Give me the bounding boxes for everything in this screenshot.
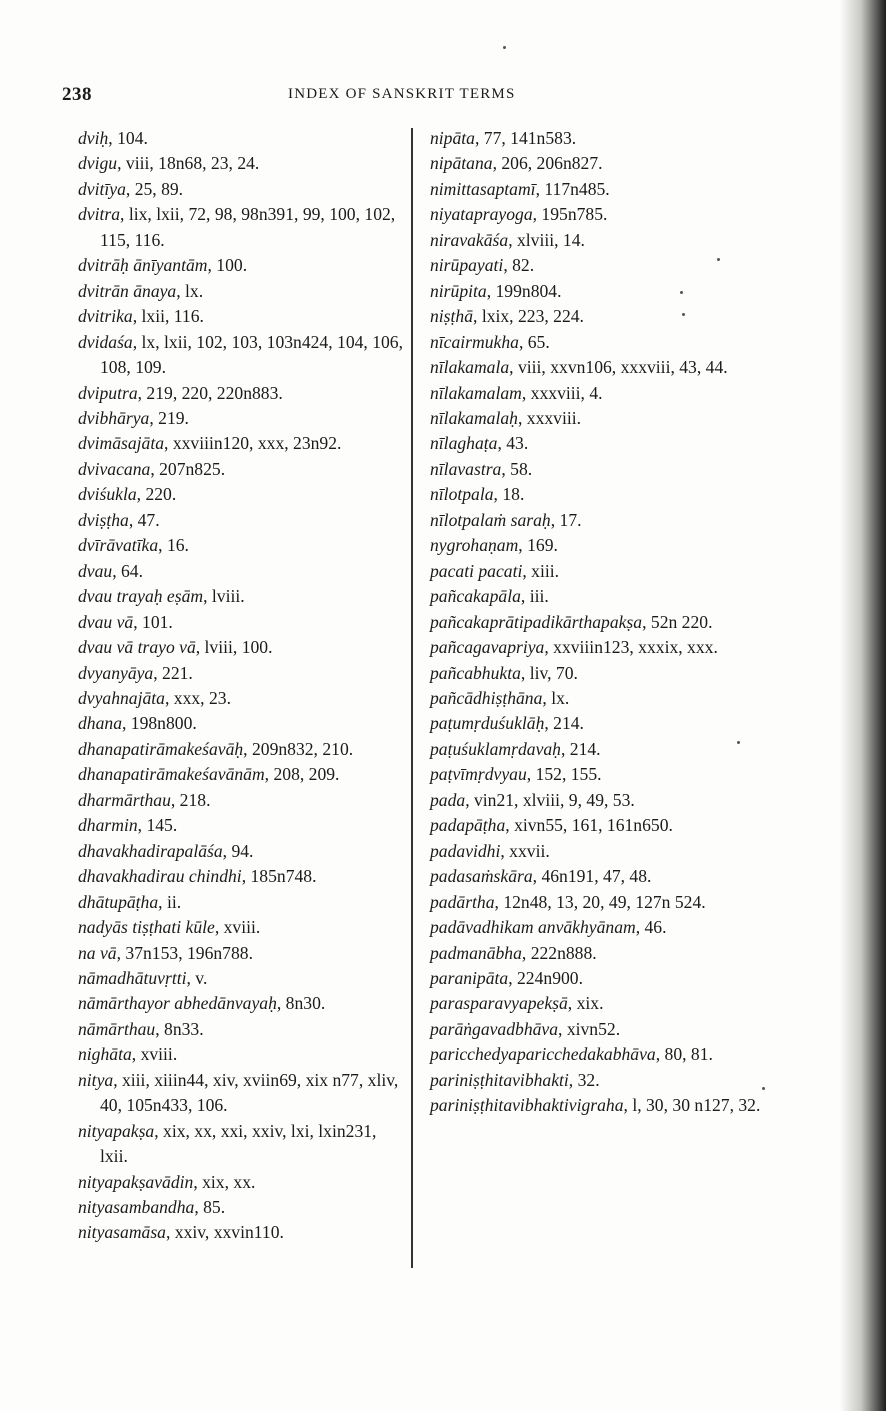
index-references: , lx. <box>176 280 204 301</box>
index-entry <box>78 381 408 406</box>
index-references: , 169. <box>518 535 558 556</box>
index-references: , 16. <box>158 535 189 556</box>
index-entry <box>430 686 770 711</box>
scan-speck <box>503 46 506 49</box>
scan-speck <box>762 1087 765 1090</box>
index-term: na vā <box>78 942 117 963</box>
index-term: dhanapatirāmakeśavānām <box>78 764 265 785</box>
index-references: , 58. <box>501 458 533 479</box>
index-term: nīlakamala <box>430 357 510 378</box>
index-entry <box>78 788 408 813</box>
index-entry <box>78 1119 408 1170</box>
index-term: paranipāta <box>430 967 509 988</box>
index-entry <box>430 126 770 151</box>
index-references: , lx. <box>542 687 570 708</box>
index-term: dvau vā <box>78 611 134 632</box>
index-references: , lviii. <box>203 586 245 607</box>
index-entry <box>430 737 770 762</box>
index-term: dvyanyāya <box>78 662 154 683</box>
index-references: , viii, 18n68, 23, 24. <box>117 153 260 174</box>
index-term: dvitrāḥ ānīyantām <box>78 255 208 276</box>
index-references: , lxix, 223, 224. <box>473 306 584 327</box>
index-entry <box>430 915 770 940</box>
index-references: , 208, 209. <box>264 764 340 785</box>
index-entry <box>430 279 770 304</box>
index-entry <box>430 457 770 482</box>
index-references: , 209n832, 210. <box>243 738 354 759</box>
index-entry <box>78 533 408 558</box>
index-references: , 198n800. <box>121 713 197 734</box>
index-references: , 104. <box>108 128 148 148</box>
index-term: pacati pacati <box>430 560 523 581</box>
index-references: , xix. <box>567 993 604 1014</box>
index-entry <box>78 813 408 838</box>
index-entry <box>430 381 770 406</box>
index-references: , lviii, 100. <box>195 637 273 658</box>
index-term: dvitra <box>78 204 121 225</box>
index-term: dvau <box>78 560 113 581</box>
index-references: , 152, 155. <box>526 764 602 785</box>
index-entry <box>430 355 770 380</box>
index-entry <box>78 330 408 381</box>
index-term: pañcādhiṣṭhāna <box>430 687 543 708</box>
index-term: nāmārthau <box>78 1018 156 1039</box>
index-entry <box>78 1170 408 1195</box>
index-references: , 65. <box>518 331 550 352</box>
index-references: , 64. <box>112 560 143 581</box>
index-references: , 46. <box>635 917 667 938</box>
index-references: , 77, 141n583. <box>474 128 577 148</box>
index-term: nīlakamalaḥ <box>430 407 518 428</box>
index-entry <box>430 762 770 787</box>
index-term: nipātana <box>430 153 493 174</box>
index-term: dhavakhadirapalāśa <box>78 840 223 861</box>
index-entry <box>78 431 408 456</box>
index-entry <box>78 126 408 151</box>
index-entry <box>78 635 408 660</box>
index-references: , 80, 81. <box>655 1044 713 1065</box>
index-references: , 32. <box>568 1069 600 1090</box>
index-references: , 214. <box>560 738 601 759</box>
index-term: nīlavastra <box>430 458 502 479</box>
index-entry <box>430 941 770 966</box>
index-references: , xxxviii, 4. <box>521 382 603 403</box>
index-entry <box>78 406 408 431</box>
index-references: , 117n485. <box>535 178 610 199</box>
index-entry <box>430 635 770 660</box>
index-references: , v. <box>186 967 208 988</box>
index-term: niravakāśa <box>430 229 509 250</box>
index-term: pariniṣṭhitavibhaktivigraha <box>430 1095 624 1116</box>
index-entry <box>430 839 770 864</box>
index-term: dviṣṭha <box>78 509 129 530</box>
index-term: padmanābha <box>430 942 522 963</box>
index-term: nygrohaṇam <box>430 535 519 556</box>
index-entry <box>78 584 408 609</box>
index-entry <box>430 1017 770 1042</box>
index-entry <box>430 610 770 635</box>
index-entry <box>78 839 408 864</box>
index-references: , xivn55, 161, 161n650. <box>505 815 673 836</box>
index-entry <box>430 508 770 533</box>
index-term: dviputra <box>78 382 138 403</box>
index-term: pañcabhukta <box>430 662 521 683</box>
index-term: pañcakapāla <box>430 586 521 607</box>
index-references: , 218. <box>170 789 211 810</box>
index-references: , 85. <box>194 1197 226 1218</box>
scan-speck <box>737 741 740 744</box>
index-term: dhātupāṭha <box>78 891 159 912</box>
index-references: , 37n153, 196n788. <box>116 942 253 963</box>
index-term: nīlotpalaṁ saraḥ <box>430 509 551 530</box>
index-term: pariniṣṭhitavibhakti <box>430 1069 569 1090</box>
index-term: nityapakṣa <box>78 1120 155 1141</box>
index-entry <box>430 1093 770 1118</box>
index-entry <box>78 253 408 278</box>
index-references: , 82. <box>503 255 535 276</box>
index-entry <box>78 686 408 711</box>
index-term: nīcairmukha <box>430 331 519 352</box>
index-entry <box>430 991 770 1016</box>
index-entry <box>430 253 770 278</box>
index-entry <box>430 228 770 253</box>
index-term: padavidhi <box>430 840 501 861</box>
index-term: dvibhārya <box>78 407 150 428</box>
index-term: nityapakṣavādin <box>78 1171 194 1192</box>
index-term: nadyās tiṣṭhati kūle <box>78 917 215 938</box>
index-references: , vin21, xlviii, 9, 49, 53. <box>465 789 635 810</box>
index-references: , xxviiin120, xxx, 23n92. <box>164 433 342 454</box>
index-references: , 207n825. <box>150 458 226 479</box>
index-references: , 224n900. <box>508 967 583 988</box>
index-references: , 206, 206n827. <box>492 153 603 174</box>
scan-speck <box>717 258 720 261</box>
index-references: , 220. <box>136 484 177 505</box>
index-term: dviḥ <box>78 128 109 148</box>
index-references: , xxiv, xxvin110. <box>165 1222 284 1243</box>
index-entry <box>430 584 770 609</box>
index-references: , l, 30, 30 n127, 32. <box>623 1095 761 1116</box>
index-entry <box>78 991 408 1016</box>
index-entry <box>430 151 770 176</box>
index-references: , xxxviii. <box>517 407 582 428</box>
index-references: , 185n748. <box>241 866 317 887</box>
index-references: , 94. <box>222 840 254 861</box>
index-entry <box>78 202 408 253</box>
index-references: , 43. <box>497 433 529 454</box>
index-references: , liv, 70. <box>520 662 578 683</box>
index-term: dvivacana <box>78 458 151 479</box>
index-column-left <box>78 126 408 1246</box>
index-references: , xix, xx. <box>193 1171 256 1192</box>
index-term: parāṅgavadbhāva <box>430 1018 559 1039</box>
column-divider <box>411 128 413 1268</box>
index-term: dvau trayaḥ eṣām <box>78 586 204 607</box>
index-references: , 18. <box>493 484 525 505</box>
index-term: dvidaśa <box>78 331 133 352</box>
index-references: , xxviiin123, xxxix, xxx. <box>544 637 718 658</box>
index-term: nityasamāsa <box>78 1222 166 1243</box>
index-entry <box>430 864 770 889</box>
index-term: dvau vā trayo vā <box>78 637 196 658</box>
index-references: , viii, xxvn106, xxxviii, 43, 44. <box>509 357 728 378</box>
index-entry <box>430 1042 770 1067</box>
index-references: , xxx, 23. <box>164 687 231 708</box>
index-term: dvīrāvatīka <box>78 535 159 556</box>
scan-speck <box>682 313 685 316</box>
index-entry <box>78 1220 408 1245</box>
index-references: , xivn52. <box>558 1018 621 1039</box>
index-term: dvitrika <box>78 306 133 327</box>
index-entry <box>78 915 408 940</box>
index-term: nīlaghaṭa <box>430 433 498 454</box>
index-references: , 145. <box>137 815 178 836</box>
index-entry <box>78 508 408 533</box>
index-term: nityasambandha <box>78 1197 195 1218</box>
index-entry <box>430 966 770 991</box>
index-term: pada <box>430 789 466 810</box>
index-entry <box>78 864 408 889</box>
index-references: , 221. <box>153 662 193 683</box>
index-references: , 219. <box>149 407 189 428</box>
index-entry <box>78 610 408 635</box>
index-entry <box>78 661 408 686</box>
index-references: , 25, 89. <box>125 178 184 199</box>
index-term: dviśukla <box>78 484 137 505</box>
index-term: nīlakamalam <box>430 382 522 403</box>
index-references: , 199n804. <box>486 280 562 301</box>
index-term: dhavakhadirau chindhi <box>78 866 242 887</box>
scan-speck <box>680 291 683 294</box>
index-references: , lx, lxii, 102, 103, 103n424, 104, 106, 108, 109. <box>100 331 403 378</box>
index-term: nāmārthayor abhedānvayaḥ <box>78 993 277 1014</box>
index-references: , 101. <box>133 611 173 632</box>
index-term: padapāṭha <box>430 815 506 836</box>
index-term: paṭvīmṛdvyau <box>430 764 527 785</box>
index-entry <box>430 330 770 355</box>
index-entry <box>78 177 408 202</box>
index-column-right <box>430 126 770 1119</box>
index-term: niyataprayoga <box>430 204 533 225</box>
index-references: , 219, 220, 220n883. <box>137 382 283 403</box>
index-entry <box>78 762 408 787</box>
index-entry <box>78 304 408 329</box>
index-entry <box>78 482 408 507</box>
running-head: INDEX OF SANSKRIT TERMS <box>288 86 516 102</box>
index-references: , 12n48, 13, 20, 49, 127n 524. <box>494 891 706 912</box>
index-references: , xix, xx, xxi, xxiv, lxi, lxin231, lxii. <box>100 1120 377 1167</box>
index-term: nimittasaptamī <box>430 178 536 199</box>
index-term: dvyahnajāta <box>78 687 165 708</box>
index-term: nipāta <box>430 128 475 148</box>
index-entry <box>78 1195 408 1220</box>
index-references: , 100. <box>207 255 248 276</box>
index-entry <box>78 966 408 991</box>
index-entry <box>78 1017 408 1042</box>
index-references: , xiii. <box>522 560 560 581</box>
index-term: paṭumṛduśuklāḥ <box>430 713 545 734</box>
index-references: , xiii, xiiin44, xiv, xviin69, xix n77, xliv, 40, 105n433, 106. <box>100 1069 399 1116</box>
index-entry <box>430 406 770 431</box>
index-term: nirūpita <box>430 280 487 301</box>
index-references: , 214. <box>544 713 584 734</box>
index-term: padārtha <box>430 891 495 912</box>
index-term: nirūpayati <box>430 255 504 276</box>
index-entry <box>78 941 408 966</box>
index-entry <box>430 813 770 838</box>
index-references: , 47. <box>128 509 160 530</box>
index-entry <box>430 202 770 227</box>
index-entry <box>78 151 408 176</box>
index-references: , xviii. <box>131 1044 178 1065</box>
index-term: niṣṭhā <box>430 306 474 327</box>
index-references: , iii. <box>520 586 549 607</box>
index-term: padāvadhikam anvākhyānam <box>430 917 636 938</box>
index-entry <box>430 533 770 558</box>
index-references: , xlviii, 14. <box>508 229 585 250</box>
index-entry <box>78 457 408 482</box>
index-term: pañcagavapriya <box>430 637 545 658</box>
index-references: , 8n33. <box>155 1018 204 1039</box>
index-term: dhana <box>78 713 122 734</box>
index-references: , 222n888. <box>521 942 597 963</box>
index-entry <box>430 1068 770 1093</box>
index-entry <box>78 1042 408 1067</box>
index-references: , xxvii. <box>500 840 550 861</box>
index-references: , 195n785. <box>532 204 608 225</box>
index-term: paricchedyaparicchedakabhāva <box>430 1044 656 1065</box>
index-entry <box>430 890 770 915</box>
index-entry <box>430 431 770 456</box>
index-references: , lxii, 116. <box>132 306 204 327</box>
index-references: , 52n 220. <box>642 611 713 632</box>
index-entry <box>430 559 770 584</box>
index-term: nighāta <box>78 1044 132 1065</box>
index-references: , xviii. <box>214 917 261 938</box>
index-term: paṭuśuklamṛdavaḥ <box>430 738 561 759</box>
index-entry <box>430 304 770 329</box>
index-entry <box>78 559 408 584</box>
index-entry <box>430 788 770 813</box>
index-term: nīlotpala <box>430 484 494 505</box>
index-term: nitya <box>78 1069 114 1090</box>
index-term: dvitīya <box>78 178 126 199</box>
index-term: dvitrān ānaya <box>78 280 177 301</box>
index-term: dvigu <box>78 153 118 174</box>
index-entry <box>78 1068 408 1119</box>
index-entry <box>78 711 408 736</box>
page-number: 238 <box>62 84 92 105</box>
index-term: dhanapatirāmakeśavāḥ <box>78 738 244 759</box>
page-edge-shadow <box>840 0 886 1411</box>
index-term: nāmadhātuvṛtti <box>78 967 187 988</box>
index-entry <box>430 482 770 507</box>
index-entry <box>430 661 770 686</box>
index-references: , ii. <box>158 891 182 912</box>
index-entry <box>78 279 408 304</box>
index-term: dvimāsajāta <box>78 433 165 454</box>
index-term: parasparavyapekṣā <box>430 993 568 1014</box>
index-references: , 8n30. <box>276 993 326 1014</box>
index-entry <box>430 711 770 736</box>
index-references: , 17. <box>550 509 582 530</box>
index-entry <box>430 177 770 202</box>
index-term: dharmin <box>78 815 138 836</box>
index-references: , 46n191, 47, 48. <box>532 866 652 887</box>
index-term: pañcakaprātipadikārthapakṣa <box>430 611 643 632</box>
index-term: padasaṁskāra <box>430 866 533 887</box>
index-references: , lix, lxii, 72, 98, 98n391, 99, 100, 102, 115, 116. <box>100 204 396 250</box>
index-term: dharmārthau <box>78 789 171 810</box>
index-entry <box>78 890 408 915</box>
index-entry <box>78 737 408 762</box>
